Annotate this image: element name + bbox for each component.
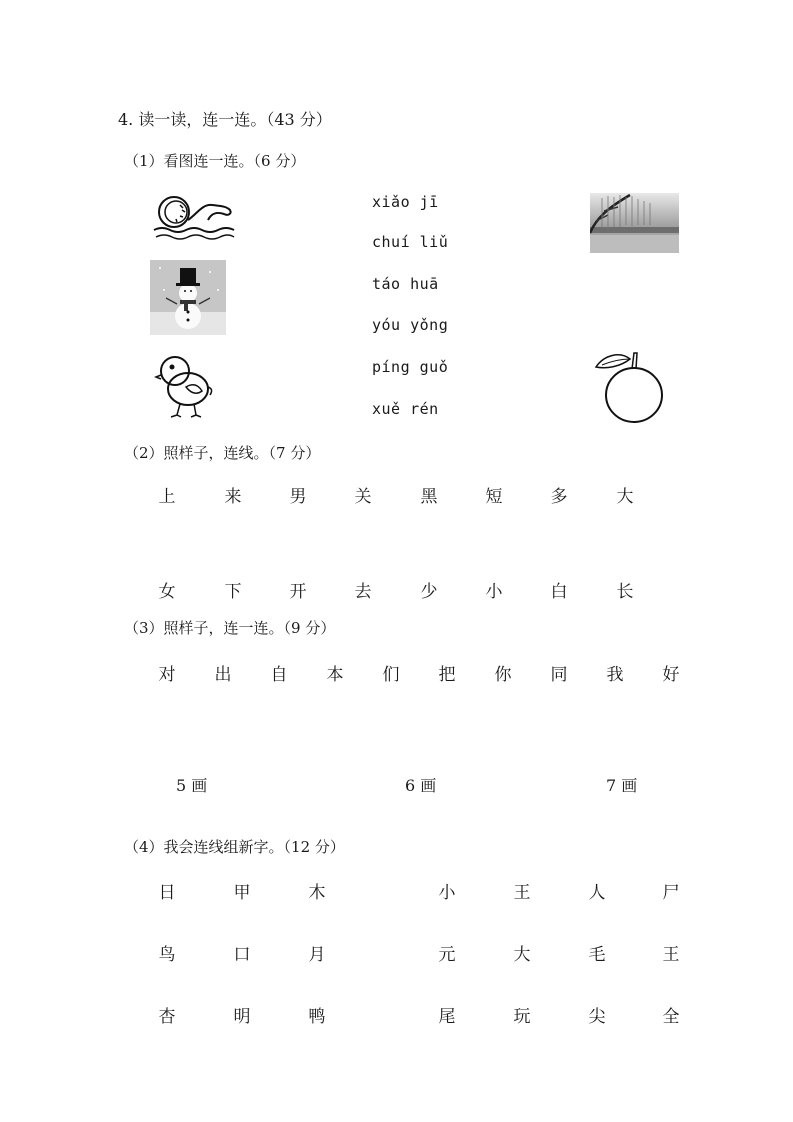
part4-char: 人: [588, 883, 606, 903]
part3-heading: （3）照样子，连一连。（9 分）: [124, 619, 336, 637]
part2-bottom-char: 下: [224, 582, 242, 602]
part3-char: 把: [438, 665, 456, 685]
part3-char: 你: [494, 665, 512, 685]
pinyin-xue-ren: xuě rén: [372, 400, 439, 418]
part3-char: 们: [382, 665, 400, 685]
pinyin-ping-guo: píng guǒ: [372, 358, 449, 376]
part2-bottom-char: 长: [616, 582, 634, 602]
part3-char: 出: [214, 665, 232, 685]
stroke-count-6: 6 画: [405, 776, 437, 795]
part4-char: 小: [438, 883, 456, 903]
part3-char: 我: [606, 665, 624, 685]
chick-image: [150, 347, 220, 419]
part4-char: 鸭: [308, 1007, 326, 1027]
snowman-image: [150, 260, 226, 335]
stroke-count-7: 7 画: [606, 776, 638, 795]
part4-char: 甲: [233, 883, 251, 903]
part2-bottom-char: 少: [420, 582, 438, 602]
part2-bottom-char: 白: [550, 582, 568, 602]
part4-char: 口: [233, 945, 251, 965]
part4-char: 尸: [662, 883, 680, 903]
part2-top-char: 关: [354, 487, 372, 507]
part4-char: 明: [233, 1007, 251, 1027]
part3-char: 本: [326, 665, 344, 685]
apple-image: [592, 345, 668, 425]
part2-top-char: 来: [224, 487, 242, 507]
part2-top-char: 黑: [420, 487, 438, 507]
part4-char: 木: [308, 883, 326, 903]
part3-char: 自: [270, 665, 288, 685]
part1-heading: （1）看图连一连。（6 分）: [124, 152, 306, 170]
part2-top-char: 多: [550, 487, 568, 507]
part4-char: 杏: [158, 1007, 176, 1027]
part2-bottom-char: 开: [289, 582, 307, 602]
pinyin-tao-hua: táo huā: [372, 275, 439, 293]
pinyin-xiao-ji: xiǎo jī: [372, 193, 439, 211]
part2-top-char: 短: [485, 487, 503, 507]
pinyin-you-yong: yóu yǒng: [372, 316, 449, 334]
part4-char: 元: [438, 945, 456, 965]
part4-char: 日: [158, 883, 176, 903]
part3-char: 好: [662, 665, 680, 685]
pinyin-chui-liu: chuí liǔ: [372, 233, 449, 251]
part4-char: 大: [513, 945, 531, 965]
part2-top-char: 男: [289, 487, 307, 507]
part4-char: 全: [662, 1007, 680, 1027]
part3-char: 同: [550, 665, 568, 685]
part3-char: 对: [158, 665, 176, 685]
part2-bottom-char: 去: [354, 582, 372, 602]
part4-char: 王: [513, 883, 531, 903]
part4-char: 毛: [588, 945, 606, 965]
part4-char: 尾: [438, 1007, 456, 1027]
part4-char: 王: [662, 945, 680, 965]
part4-heading: （4）我会连线组新字。（12 分）: [124, 838, 345, 856]
stroke-count-5: 5 画: [176, 776, 208, 795]
question-title: 4. 读一读，连一连。（43 分）: [118, 110, 332, 129]
part4-char: 鸟: [158, 945, 176, 965]
part4-char: 尖: [588, 1007, 606, 1027]
part2-bottom-char: 女: [158, 582, 176, 602]
part4-char: 玩: [513, 1007, 531, 1027]
willow-image: [590, 193, 679, 253]
part2-top-char: 大: [616, 487, 634, 507]
part2-bottom-char: 小: [485, 582, 503, 602]
part2-heading: （2）照样子，连线。（7 分）: [124, 444, 321, 462]
part4-char: 月: [308, 945, 326, 965]
swimmer-image: [152, 190, 238, 242]
part2-top-char: 上: [158, 487, 176, 507]
